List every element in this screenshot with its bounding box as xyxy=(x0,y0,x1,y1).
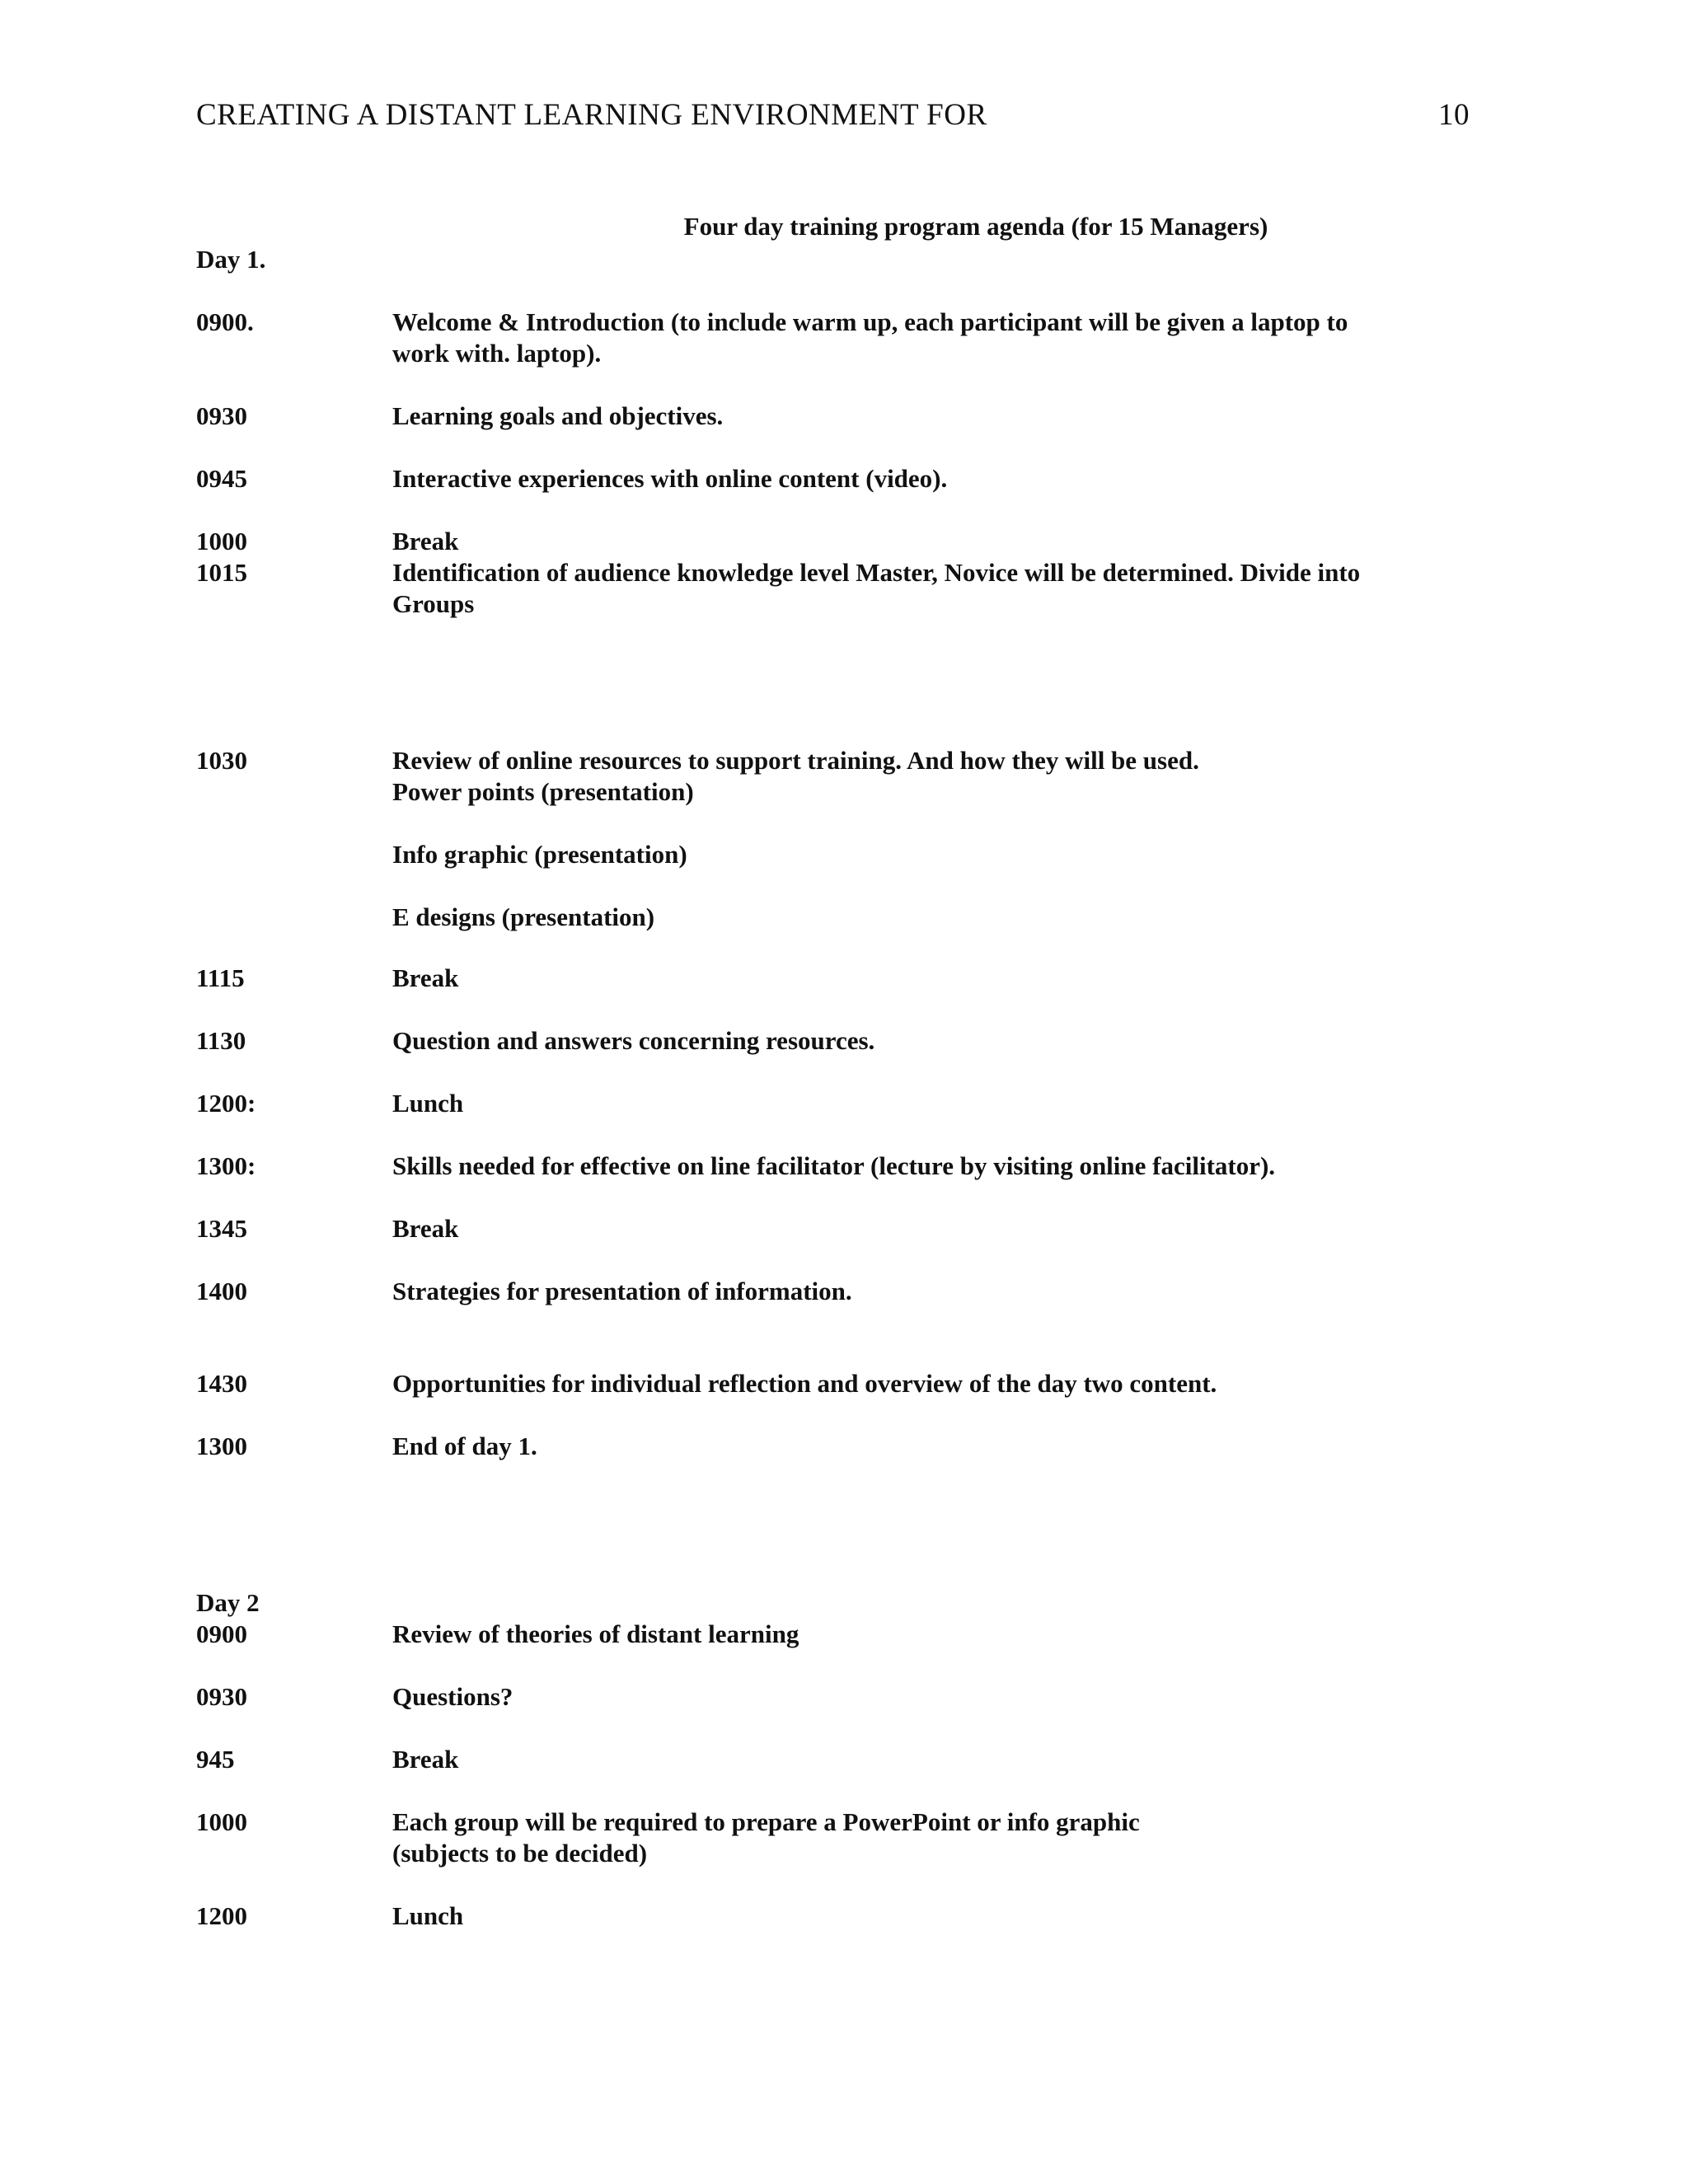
agenda-time: 0930 xyxy=(196,1682,247,1711)
agenda-time: 1030 xyxy=(196,746,247,775)
agenda-description xyxy=(392,557,1620,620)
agenda-time: 0945 xyxy=(196,464,247,493)
agenda-description xyxy=(392,1900,1620,1932)
agenda-description xyxy=(392,1807,1620,1869)
agenda-description-line: Each group will be required to prepare a PowerPoint or info graphic xyxy=(392,1807,1140,1836)
agenda-time: 1000 xyxy=(196,1807,247,1836)
agenda-time: 1345 xyxy=(196,1214,247,1243)
agenda-description-line: Interactive experiences with online content (video). xyxy=(392,464,948,493)
agenda-description xyxy=(392,1368,1620,1399)
agenda-time: 1130 xyxy=(196,1026,246,1055)
day2-label: Day 2 xyxy=(196,1588,260,1617)
agenda-description xyxy=(392,1088,1620,1119)
agenda-time: 1115 xyxy=(196,963,245,992)
agenda-description-line xyxy=(392,808,1620,839)
day1-label: Day 1. xyxy=(196,245,266,274)
agenda-time: 1400 xyxy=(196,1277,247,1305)
agenda-time: 1430 xyxy=(196,1369,247,1398)
agenda-description-line: Break xyxy=(392,527,459,555)
agenda-description-line: Review of theories of distant learning xyxy=(392,1619,799,1648)
agenda-time: 1000 xyxy=(196,527,247,555)
agenda-description-line: End of day 1. xyxy=(392,1432,537,1460)
agenda-description-line: Break xyxy=(392,1214,459,1243)
agenda-time: 1200 xyxy=(196,1901,247,1930)
agenda-description-line: Welcome & Introduction (to include warm up, each participant will be given a laptop to xyxy=(392,307,1348,336)
agenda-time: 0900 xyxy=(196,1619,247,1648)
page-number: 10 xyxy=(1438,98,1470,132)
agenda-description-line: Groups xyxy=(392,589,475,618)
agenda-description xyxy=(392,963,1620,994)
agenda-title: Four day training program agenda (for 15 Managers) xyxy=(683,212,1268,241)
agenda-description-line: E designs (presentation) xyxy=(392,902,655,931)
running-header xyxy=(196,97,1470,133)
agenda-description-line: Questions? xyxy=(392,1682,513,1711)
agenda-description xyxy=(392,463,1620,494)
agenda-description xyxy=(392,1276,1620,1307)
agenda-description-line: work with. laptop). xyxy=(392,339,602,368)
agenda-description-line: Break xyxy=(392,963,459,992)
agenda-time: 1300 xyxy=(196,1432,247,1460)
agenda-description-line: Break xyxy=(392,1745,459,1774)
agenda-description-line: Skills needed for effective on line facilitator (lecture by visiting online facilitator). xyxy=(392,1151,1276,1180)
agenda-description-line xyxy=(392,870,1620,902)
agenda-description-line: (subjects to be decided) xyxy=(392,1839,648,1868)
agenda-description-line: Info graphic (presentation) xyxy=(392,840,687,869)
agenda-description xyxy=(392,307,1620,369)
agenda-description xyxy=(392,526,1620,557)
agenda-description xyxy=(392,1619,1620,1650)
agenda-description xyxy=(392,1025,1620,1057)
agenda-time: 1015 xyxy=(196,558,247,587)
agenda-description-line: Strategies for presentation of information. xyxy=(392,1277,852,1305)
agenda-time: 1200: xyxy=(196,1089,256,1118)
agenda-time: 0930 xyxy=(196,401,247,430)
agenda-description-line: Opportunities for individual reflection and overview of the day two content. xyxy=(392,1369,1217,1398)
agenda-description xyxy=(392,1744,1620,1775)
agenda-description xyxy=(392,745,1620,933)
agenda-time: 1300: xyxy=(196,1151,256,1180)
agenda-description xyxy=(392,1431,1620,1462)
agenda-description-line: Review of online resources to support training. And how they will be used. xyxy=(392,746,1199,775)
agenda-description-line: Learning goals and objectives. xyxy=(392,401,724,430)
agenda-description-line: Lunch xyxy=(392,1901,464,1930)
agenda-description-line: Power points (presentation) xyxy=(392,777,694,806)
running-head-text: CREATING A DISTANT LEARNING ENVIRONMENT FOR xyxy=(196,98,987,132)
agenda-description xyxy=(392,1151,1620,1182)
agenda-description xyxy=(392,1681,1620,1713)
agenda-description-line: Question and answers concerning resources. xyxy=(392,1026,875,1055)
agenda-time: 945 xyxy=(196,1745,235,1774)
agenda-description-line: Identification of audience knowledge level Master, Novice will be determined. Divide into xyxy=(392,558,1361,587)
agenda-time: 0900. xyxy=(196,307,254,336)
agenda-description xyxy=(392,401,1620,432)
agenda-description xyxy=(392,1213,1620,1244)
agenda-description-line: Lunch xyxy=(392,1089,464,1118)
